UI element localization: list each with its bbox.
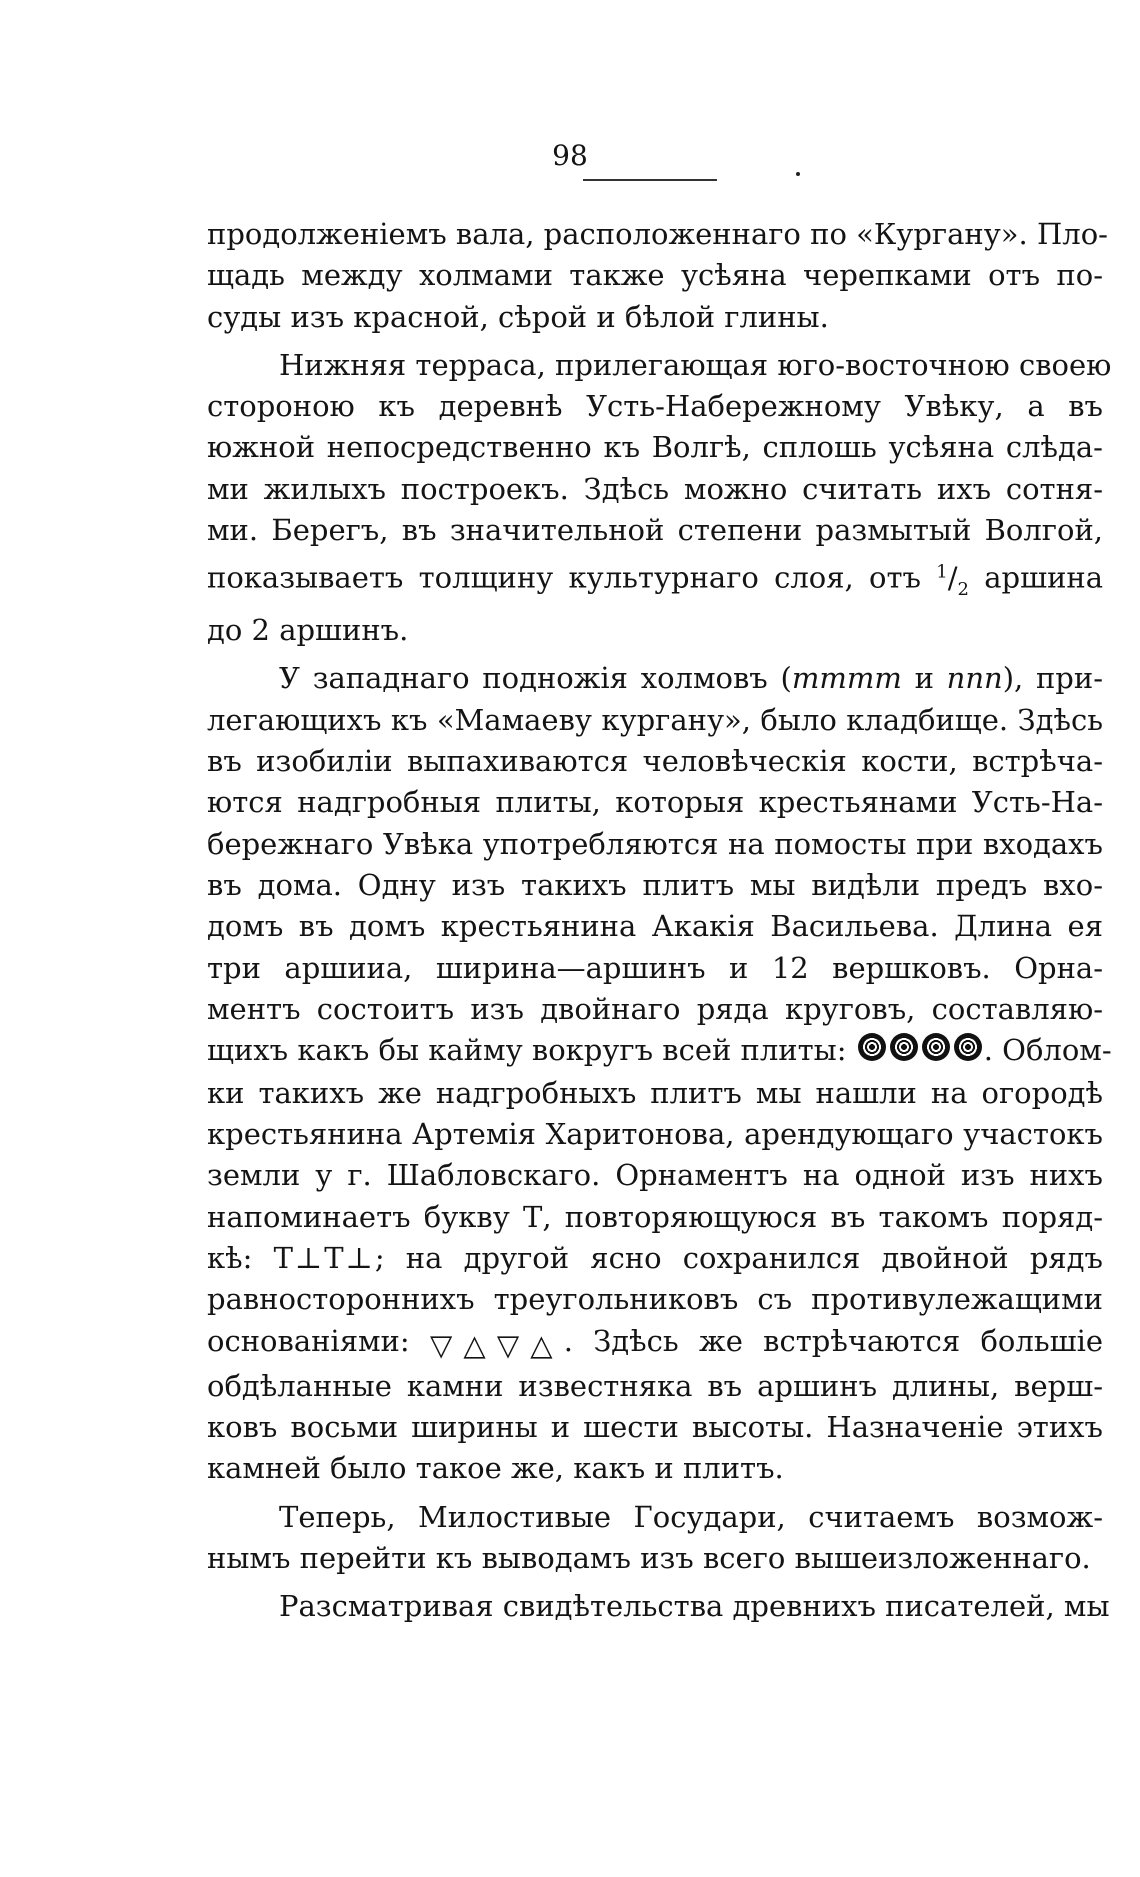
text-line: Нижняя терраса, прилегающая юго-восточною своею [279, 347, 1112, 382]
text-line: легающихъ къ «Мамаеву кургану», было кладбище. Здѣсь [207, 702, 1103, 737]
text-segment: показываетъ толщину культурнаго слоя, отъ [207, 561, 921, 596]
triangle-ornament: ▽△▽△ [430, 1327, 564, 1362]
text-line: земли у г. Шабловскаго. Орнаментъ на одной изъ нихъ [207, 1158, 1103, 1193]
text-line: кѣ: Т⊥Т⊥; на другой ясно сохранился двойной рядъ [207, 1240, 1103, 1275]
text-line: въ дома. Одну изъ такихъ плитъ мы видѣли предъ вхо- [207, 867, 1103, 902]
text-line: напоминаетъ букву Т, повторяющуюся въ такомъ поряд- [207, 1199, 1103, 1234]
circle-icon [890, 1033, 918, 1061]
text-line: равностороннихъ треугольниковъ съ противулежащими [207, 1282, 1103, 1317]
mound-label: nnn [946, 661, 1003, 696]
text-line: продолженіемъ вала, расположеннаго по «Кургану». Пло- [207, 217, 1108, 251]
paragraph-5 [207, 1586, 1110, 1627]
mound-label: mmmm [791, 661, 902, 696]
text-line [207, 551, 1103, 610]
page-number: 98 [552, 139, 588, 172]
text-line: камней было такое же, какъ и плитъ. [207, 1451, 784, 1486]
text-line: въ изобиліи выпахиваются человѣческія кости, встрѣча- [207, 744, 1103, 779]
text-line: основаніями: ▽△▽△. Здѣсь же встрѣчаются большіе [207, 1323, 1104, 1362]
body-text [207, 214, 1112, 1635]
paragraph-2 [207, 345, 1112, 652]
text-line: ментъ состоитъ изъ двойнаго ряда круговъ, составляю- [207, 991, 1103, 1026]
paragraph-3 [207, 658, 1112, 1489]
header-dot [796, 172, 800, 176]
concentric-circles-ornament [856, 1031, 984, 1072]
header-rule [583, 179, 717, 181]
text-line: ки такихъ же надгробныхъ плитъ мы нашли на огородѣ [207, 1075, 1103, 1110]
text-line: ются надгробныя плиты, которыя крестьянами Усть-На- [207, 785, 1103, 820]
text-line: южной непосредственно къ Волгѣ, сплошь усѣяна слѣда- [207, 430, 1103, 465]
text-line: щадь между холмами также усѣяна черепками отъ по- [207, 258, 1103, 293]
text-line: ми жилыхъ построекъ. Здѣсь можно считать ихъ сотня- [207, 471, 1103, 506]
text-line: стороною къ деревнѣ Усть-Набережному Увѣку, а въ [207, 389, 1103, 424]
circle-icon [922, 1033, 950, 1061]
circle-icon [858, 1033, 886, 1061]
text-line: домъ въ домъ крестьянина Акакія Васильева. Длина ея [207, 909, 1103, 944]
text-line: бережнаго Увѣка употребляются на помосты при входахъ [207, 826, 1103, 861]
text-line: Разсматривая свидѣтельства древнихъ писателей, мы [279, 1589, 1110, 1624]
text-line: три аршииа, ширина—аршинъ и 12 вершковъ. Орна- [207, 950, 1103, 985]
text-line: ковъ восьми ширины и шести высоты. Назначеніе этихъ [207, 1410, 1103, 1445]
text-line: обдѣланные камни известняка въ аршинъ длины, верш- [207, 1368, 1103, 1403]
text-line: нымъ перейти къ выводамъ изъ всего вышеизложеннаго. [207, 1541, 1091, 1575]
text-line: ми. Берегъ, въ значительной степени размытый Волгой, [207, 513, 1103, 548]
text-line: суды изъ красной, сѣрой и бѣлой глины. [207, 299, 829, 334]
paragraph-4 [207, 1497, 1103, 1580]
t-ornament: Т⊥Т⊥ [273, 1240, 375, 1275]
text-line: У западнаго подножія холмовъ (mmmm и nnn), при- [279, 661, 1104, 696]
text-line: Теперь, Милостивые Государи, считаемъ возмож- [279, 1499, 1103, 1534]
text-line: крестьянина Артемія Харитонова, арендующаго участокъ [207, 1117, 1103, 1152]
text-line: до 2 аршинъ. [207, 613, 409, 648]
paragraph-1 [207, 214, 1108, 338]
fraction-half: $^1/_2$ [936, 561, 969, 600]
text-segment: аршина [984, 561, 1104, 596]
circle-icon [954, 1033, 982, 1061]
text-line: щихъ какъ бы кайму вокругъ всей плиты: . Облом- [207, 1030, 1103, 1073]
